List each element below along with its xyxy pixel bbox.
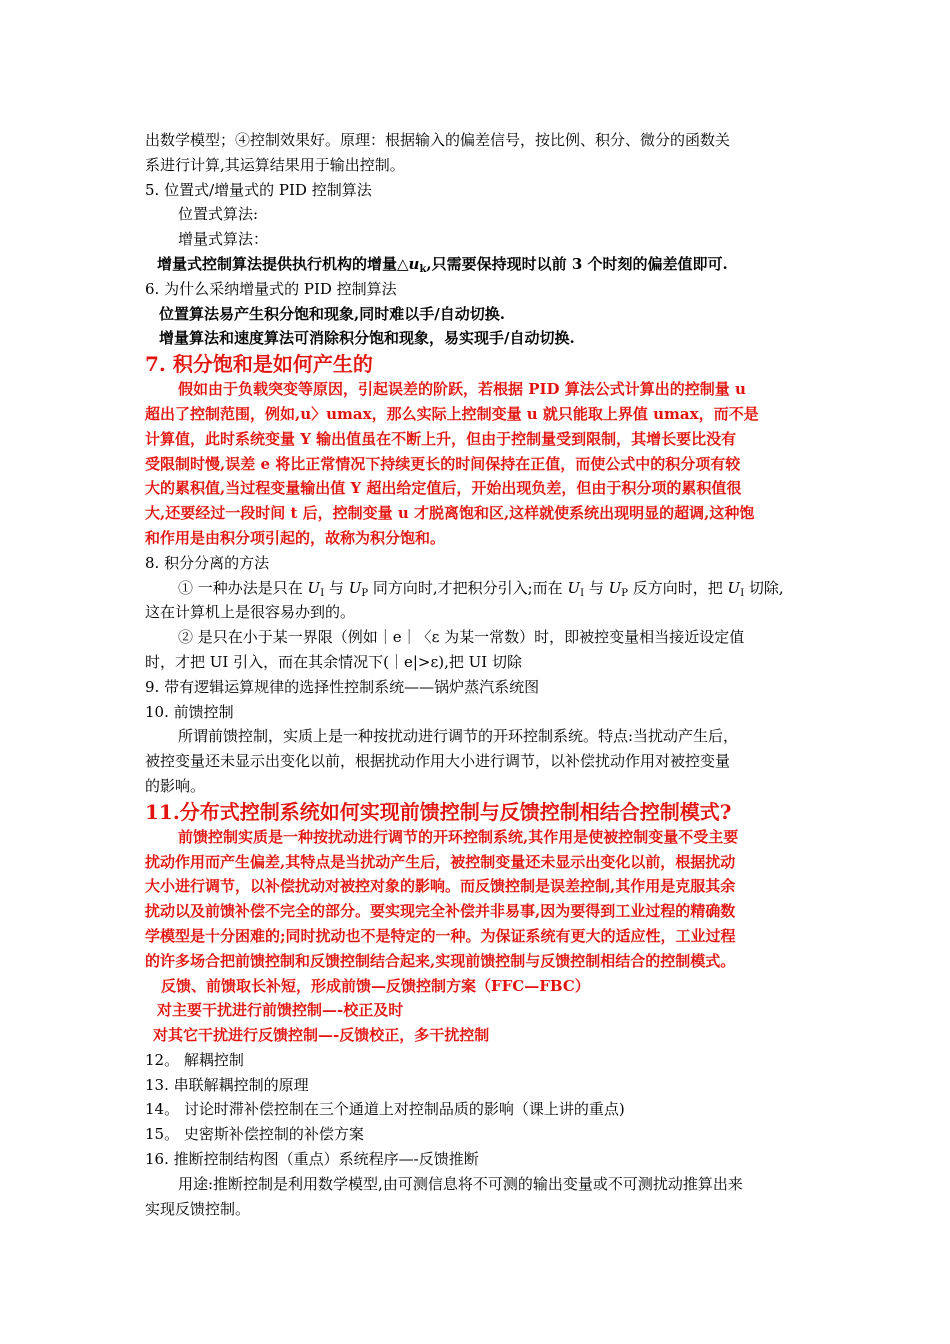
section-8-method-b-line-1: ② 是只在小于某一界限（例如｜e｜〈ε 为某一常数）时，即被控变量相当接近设定值 [178, 628, 745, 647]
incremental-note-post: ,只需要保持现时以前 3 个时刻的偏差值即可. [426, 254, 728, 273]
up-subscript: P [361, 587, 369, 599]
incremental-note [145, 252, 810, 277]
section-7-body-line: 受限制时慢,误差 e 将比正常情况下持续更长的时间保持在正值，而使公式中的积分项有较 [145, 454, 741, 473]
section-8-method-a-line-2: 这在计算机上是很容易办到的。 [145, 603, 356, 622]
method-a-text: 同方向时,才把积分引入;而在 [368, 578, 568, 597]
section-12-title: 12。 解耦控制 [145, 1050, 244, 1069]
up-symbol: U [608, 578, 622, 597]
section-7-body-line: 大,还要经过一段时间 t 后，控制变量 u 才脱离饱和区,这样就使系统出现明显的超调,这种饱 [145, 504, 755, 523]
up-symbol: U [348, 578, 362, 597]
section-15-title: 15。 史密斯补偿控制的补偿方案 [145, 1125, 364, 1144]
section-7-body-line: 大的累积值,当过程变量输出值 Y 超出给定值后，开始出现负差，但由于积分项的累积值很 [145, 479, 742, 498]
section-10-body-line: 所谓前馈控制，实质上是一种按扰动进行调节的开环控制系统。特点:当扰动产生后， [178, 727, 739, 746]
intro-line-2: 系进行计算,其运算结果用于输出控制。 [145, 155, 405, 174]
section-6-line-2: 增量算法和速度算法可消除积分饱和现象，易实现手/自动切换. [159, 329, 575, 348]
section-5-title: 5. 位置式/增量式的 PID 控制算法 [145, 180, 372, 199]
section-11-feedback-line: 对其它干扰进行反馈控制—-反馈校正，多干扰控制 [153, 1026, 490, 1045]
section-14-title: 14。 讨论时滞补偿控制在三个通道上对控制品质的影响（课上讲的重点) [145, 1100, 625, 1119]
section-7-title: 7. 积分饱和是如何产生的 [145, 352, 373, 377]
section-8-method-b-line-2: 时，才把 UI 引入，而在其余情况下(｜e|>ε),把 UI 切除 [145, 652, 522, 671]
position-algorithm-label: 位置式算法: [178, 205, 259, 224]
ui-symbol: U [567, 578, 581, 597]
section-7-body-line: 计算值，此时系统变量 Y 输出值虽在不断上升，但由于控制量受到限制，其增长要比没有 [145, 429, 737, 448]
method-a-text: 反方向时，把 [628, 578, 728, 597]
section-7-body-line: 假如由于负载突变等原因，引起误差的阶跃，若根据 PID 算法公式计算出的控制量 u [178, 380, 746, 399]
section-7-body-line: 超出了控制范围，例如,u〉umax，那么实际上控制变量 u 就只能取上界值 umax，而不是 [145, 404, 759, 423]
ui-subscript: I [320, 587, 325, 599]
method-a-text: 切除, [744, 578, 784, 597]
section-10-title: 10. 前馈控制 [145, 702, 234, 721]
section-7-body-line: 和作用是由积分项引起的，故称为积分饱和。 [145, 528, 446, 547]
section-11-feedforward-line: 对主要干扰进行前馈控制—-校正及时 [157, 1001, 404, 1020]
section-9-title: 9. 带有逻辑运算规律的选择性控制系统——锅炉蒸汽系统图 [145, 677, 540, 696]
up-subscript: P [621, 587, 628, 599]
section-6-title: 6. 为什么采纳增量式的 PID 控制算法 [145, 279, 397, 298]
section-11-ffc-fbc: 反馈、前馈取长补短，形成前馈—反馈控制方案（FFC—FBC） [161, 976, 590, 995]
ui-symbol: U [307, 578, 321, 597]
section-11-body-line: 的许多场合把前馈控制和反馈控制结合起来,实现前馈控制与反馈控制相结合的控制模式。 [145, 951, 736, 970]
document-page [145, 128, 810, 1221]
method-a-text: 与 [584, 578, 609, 597]
section-11-body-line: 扰动以及前馈补偿不完全的部分。要实现完全补偿并非易事,因为要得到工业过程的精确数 [145, 902, 736, 921]
section-11-body-line: 前馈控制实质是一种按扰动进行调节的开环控制系统,其作用是使被控制变量不受主要 [178, 827, 739, 846]
section-13-title: 13. 串联解耦控制的原理 [145, 1075, 309, 1094]
ui-symbol: U [727, 578, 741, 597]
section-11-body-line: 学模型是十分困难的;同时扰动也不是特定的一种。为保证系统有更大的适应性，工业过程 [145, 926, 736, 945]
section-16-title: 16. 推断控制结构图（重点）系统程序—-反馈推断 [145, 1150, 479, 1169]
section-6-line-1: 位置算法易产生积分饱和现象,同时难以手/自动切换. [159, 304, 505, 323]
incremental-algorithm-label: 增量式算法： [178, 230, 269, 249]
ui-subscript: I [740, 587, 745, 599]
method-a-text: ① 一种办法是只在 [178, 578, 308, 597]
incremental-note-pre: 增量式控制算法提供执行机构的增量△ [157, 254, 409, 273]
section-11-body-line: 扰动作用而产生偏差,其特点是当扰动产生后，被控制变量还未显示出变化以前，根据扰动 [145, 852, 736, 871]
method-a-text: 与 [324, 578, 349, 597]
section-10-body-line: 被控变量还未显示出变化以前，根据扰动作用大小进行调节，以补偿扰动作用对被控变量 [145, 752, 731, 771]
section-16-body-line-2: 实现反馈控制。 [145, 1199, 251, 1218]
section-11-body-line: 大小进行调节，以补偿扰动对被控对象的影响。而反馈控制是误差控制,其作用是克服其余 [145, 877, 736, 896]
section-11-title: 11.分布式控制系统如何实现前馈控制与反馈控制相结合控制模式? [145, 799, 732, 824]
section-8-title: 8. 积分分离的方法 [145, 553, 270, 572]
incremental-note-var: u [408, 254, 420, 273]
section-8-method-a [145, 576, 810, 601]
section-16-body-line-1: 用途:推断控制是利用数学模型,由可测信息将不可测的输出变量或不可测扰动推算出来 [178, 1174, 743, 1193]
ui-subscript: I [580, 587, 585, 599]
incremental-note-sub: k [419, 263, 427, 275]
section-10-body-line: 的影响。 [145, 776, 206, 795]
intro-line-1: 出数学模型；④控制效果好。原理：根据输入的偏差信号，按比例、积分、微分的函数关 [145, 131, 731, 149]
